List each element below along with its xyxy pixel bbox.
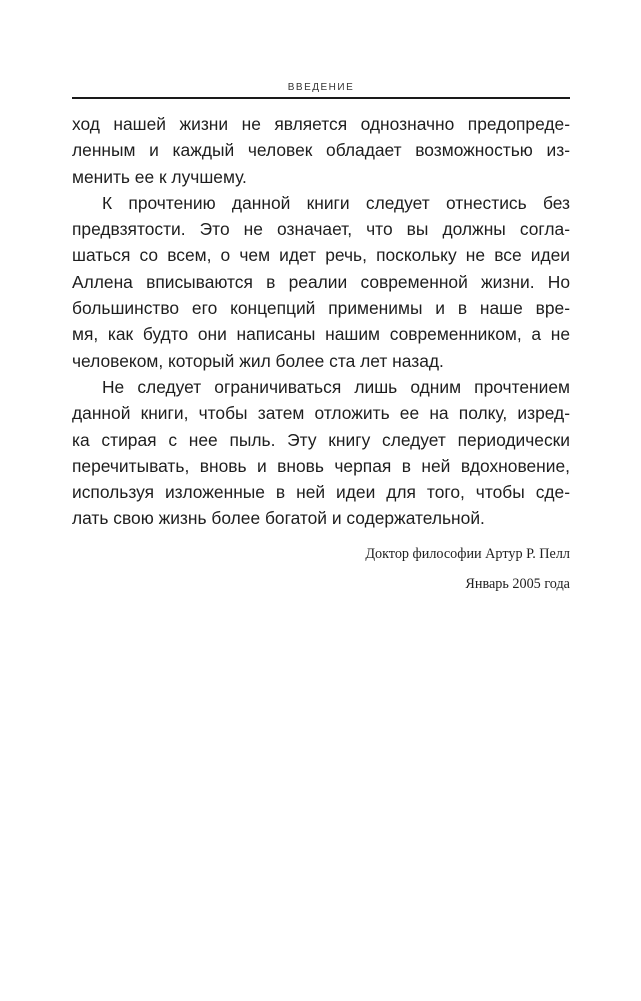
text-line: ленным и каждый человек обладает возможностью из- [72, 140, 570, 161]
body-text [72, 111, 570, 532]
text-line: ход нашей жизни не является однозначно предопреде- [72, 114, 570, 134]
book-page [72, 82, 570, 592]
text-line: человеком, который жил более ста лет назад. [72, 350, 444, 371]
text-line: перечитывать, вновь и вновь черпая в ней вдохновение, [72, 455, 570, 476]
running-head: ВВЕДЕНИЕ [287, 82, 355, 93]
text-line: лать свою жизнь более богатой и содержательной. [72, 508, 485, 529]
text-line: К прочтению данной книги следует отнестись без [102, 192, 570, 213]
text-line: шаться со всем, о чем идет речь, поскольку не все идеи [72, 245, 570, 266]
text-line: большинство его концепций применимы и в наше вре- [72, 298, 570, 319]
text-line: мя, как будто они написаны нашим современником, а не [72, 324, 570, 345]
text-line: используя изложенные в ней идеи для того, чтобы сде- [72, 482, 570, 503]
text-line: Аллена вписываются в реалии современной жизни. Но [72, 271, 570, 292]
text-line: менить ее к лучшему. [72, 166, 247, 187]
signature-name: Доктор философии Артур Р. Пелл [365, 546, 570, 562]
text-line: данной книги, чтобы затем отложить ее на полку, изред- [72, 403, 570, 424]
header-rule [72, 97, 570, 99]
text-line: Не следует ограничиваться лишь одним прочтением [102, 376, 570, 397]
text-line: ка стирая с нее пыль. Эту книгу следует периодически [72, 429, 570, 450]
signature-date: Январь 2005 года [465, 576, 570, 592]
text-line: предвзятости. Это не означает, что вы должны согла- [72, 219, 570, 240]
